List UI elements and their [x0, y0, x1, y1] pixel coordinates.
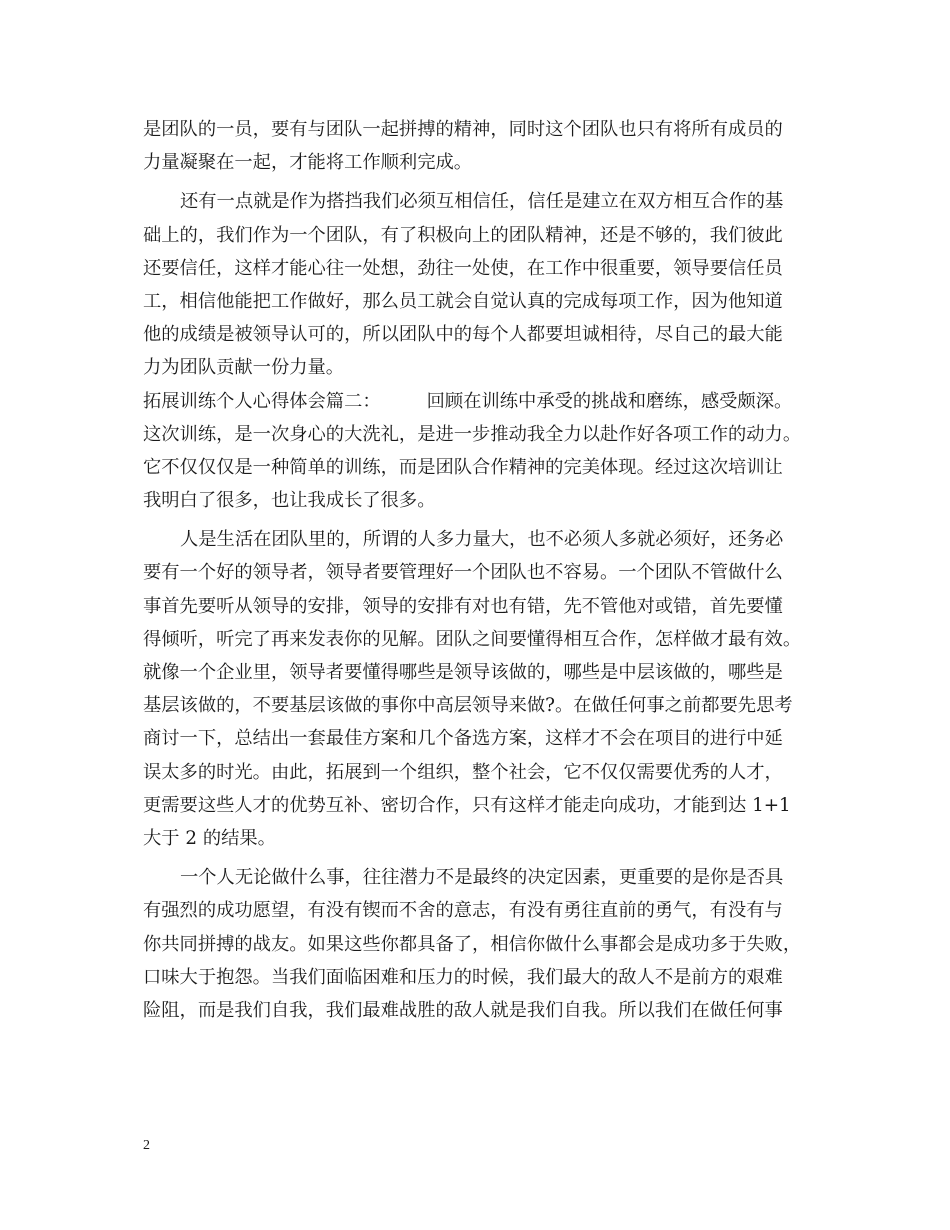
text-line: 大于 2 的结果。 — [143, 827, 276, 849]
text-line: 础上的，我们作为一个团队，有了积极向上的团队精神，还是不够的，我们彼此 — [143, 224, 783, 246]
text-line: 你共同拼搏的战友。如果这些你都具备了，相信你做什么事都会是成功多于失败， — [143, 933, 802, 955]
text-line: 有强烈的成功愿望，有没有锲而不舍的意志，有没有勇往直前的勇气，有没有与 — [143, 900, 783, 922]
text-line: 险阻，而是我们自我，我们最难战胜的敌人就是我们自我。所以我们在做任何事 — [143, 999, 783, 1021]
text-line: 是团队的一员，要有与团队一起拼搏的精神，同时这个团队也只有将所有成员的 — [143, 119, 783, 140]
text-line: 事首先要听从领导的安排，领导的安排有对也有错，先不管他对或错，首先要懂 — [143, 595, 783, 617]
text-line: 就像一个企业里，领导者要懂得哪些是领导该做的，哪些是中层该做的，哪些是 — [143, 662, 783, 683]
paragraph — [143, 861, 823, 1027]
text-line: 我明白了很多，也让我成长了很多。 — [143, 490, 436, 512]
text-line: 基层该做的，不要基层该做的事你中高层领导来做?。在做任何事之前都要先思考 — [143, 695, 793, 717]
text-line: 他的成绩是被领导认可的，所以团队中的每个人都要坦诚相待，尽自己的最大能 — [143, 324, 783, 346]
text-line: 口味大于抱怨。当我们面临困难和压力的时候，我们最大的敌人不是前方的艰难 — [143, 966, 783, 988]
heading-followup-text: 回顾在训练中承受的挑战和磨练，感受颇深。 — [426, 390, 793, 412]
text-line: 要有一个好的领导者，领导者要管理好一个团队也不容易。一个团队不管做什么 — [143, 562, 783, 584]
text-line: 这次训练，是一次身心的大洗礼，是进一步推动我全力以赴作好各项工作的动力。 — [143, 423, 802, 445]
text-line: 得倾听，听完了再来发表你的见解。团队之间要懂得相互合作，怎样做才最有效。 — [143, 628, 802, 650]
text-line: 还要信任，这样才能心往一处想，劲往一处使，在工作中很重要，领导要信任员 — [143, 257, 783, 279]
text-line: 它不仅仅仅是一种简单的训练，而是团队合作精神的完美体现。经过这次培训让 — [143, 456, 783, 478]
paragraph — [143, 185, 823, 384]
text-line: 商讨一下，总结出一套最佳方案和几个备选方案，这样才不会在项目的进行中延 — [143, 728, 783, 750]
text-line: 更需要这些人才的优势互补、密切合作，只有这样才能走向成功，才能到达 1+1 — [143, 794, 791, 816]
page-number: 2 — [143, 1138, 150, 1153]
paragraph — [143, 523, 823, 855]
text-line: 还有一点就是作为搭挡我们必须互相信任，信任是建立在双方相互合作的基 — [180, 191, 784, 213]
section-heading: 拓展训练个人心得体会篇二： — [143, 390, 381, 412]
paragraph — [143, 113, 823, 179]
text-line: 工，相信他能把工作做好，那么员工就会自觉认真的完成每项工作，因为他知道 — [143, 290, 783, 312]
text-line: 力量凝聚在一起，才能将工作顺利完成。 — [143, 152, 473, 174]
text-line: 一个人无论做什么事，往往潜力不是最终的决定因素，更重要的是你是否具 — [180, 867, 784, 889]
document-body — [143, 113, 823, 1027]
paragraph — [143, 385, 823, 518]
section-heading-line — [143, 385, 823, 418]
text-line: 力为团队贡献一份力量。 — [143, 357, 345, 379]
text-line: 人是生活在团队里的，所谓的人多力量大，也不必须人多就必须好，还务必 — [180, 529, 784, 551]
text-line: 误太多的时光。由此，拓展到一个组织，整个社会，它不仅仅需要优秀的人才， — [143, 761, 783, 783]
